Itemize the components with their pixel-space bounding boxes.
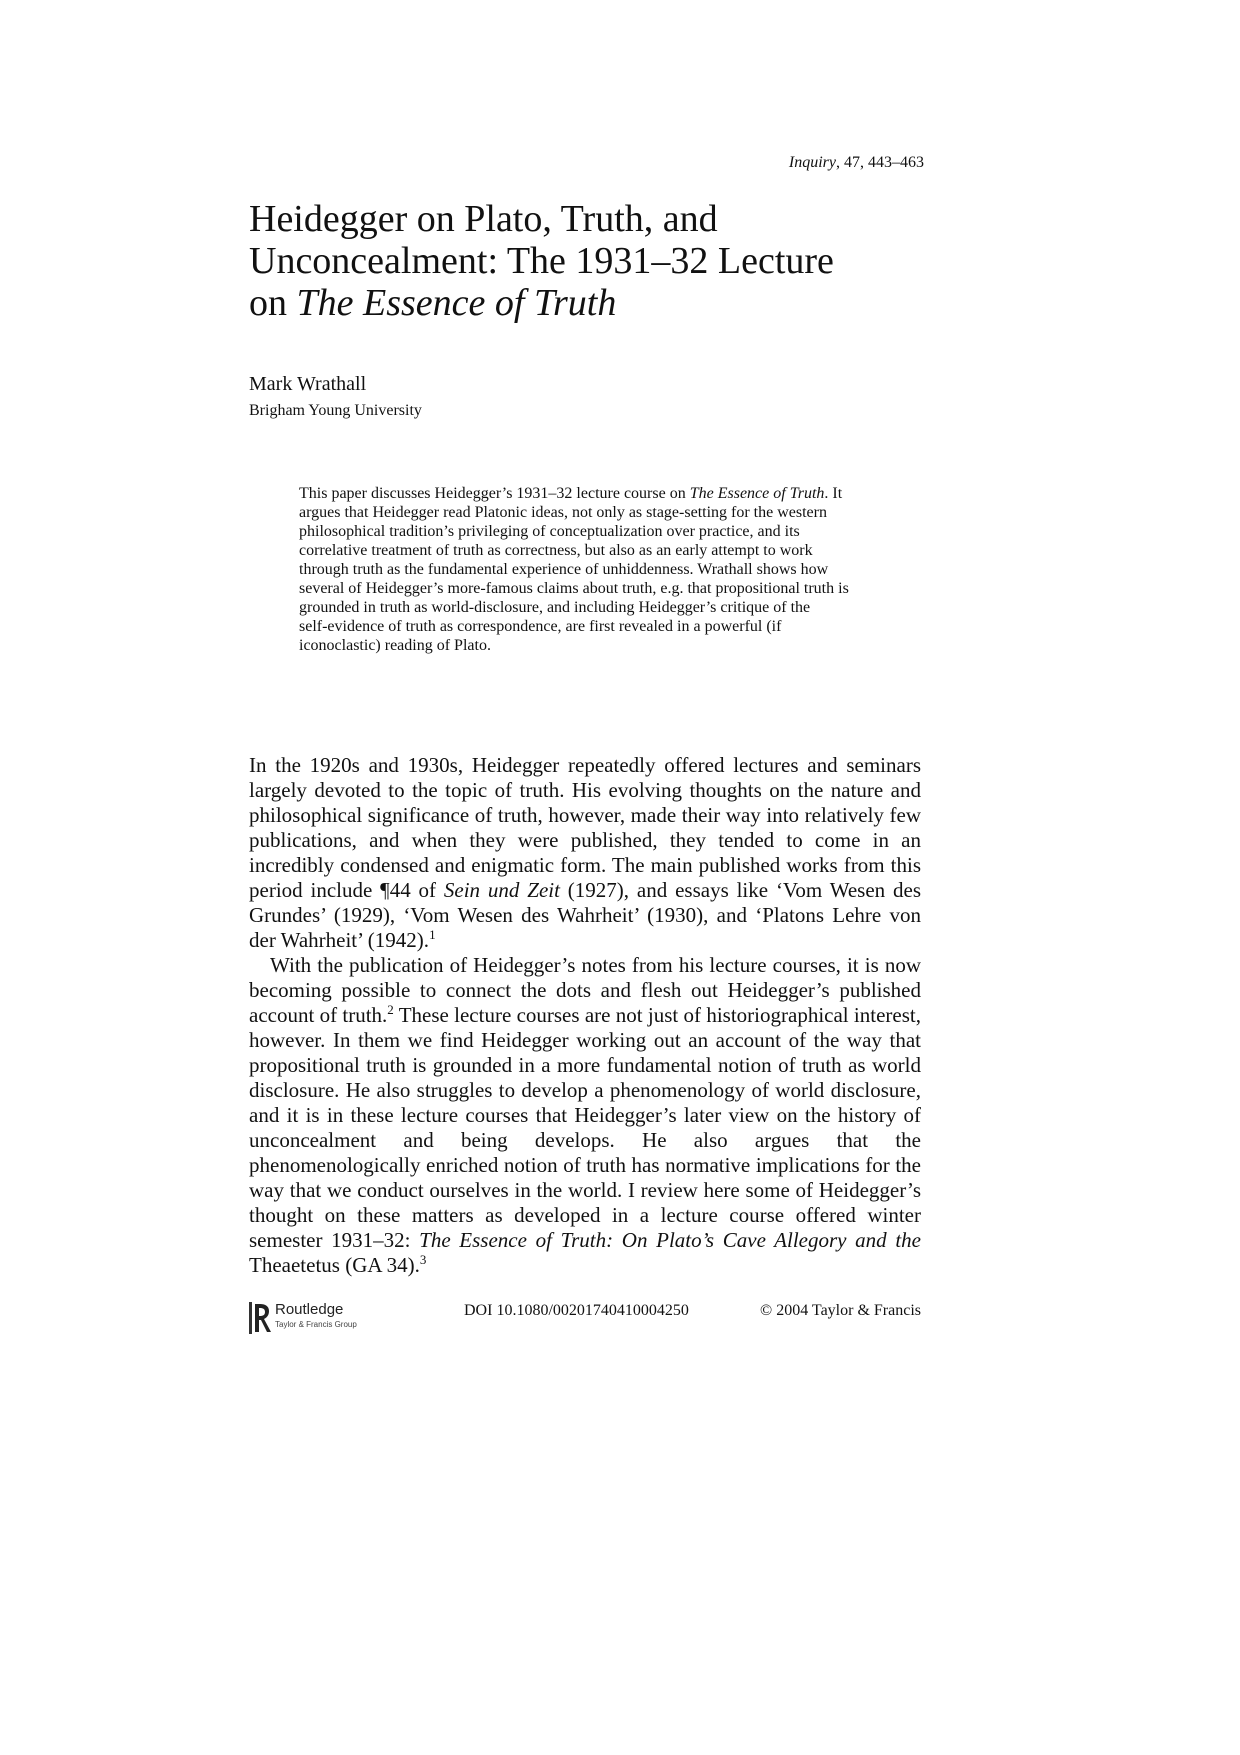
body-paragraph-2 xyxy=(249,953,921,1278)
body-text: With the publication of Heidegger’s notes from his lecture courses, it is now becoming possible to connect the dots and flesh out Heidegger’s published account of truth. xyxy=(249,953,921,1027)
abstract-line: grounded in truth as world-disclosure, and including Heidegger’s critique of the xyxy=(299,599,811,616)
abstract-line: iconoclastic) reading of Plato. xyxy=(299,637,491,654)
abstract xyxy=(299,484,919,655)
abstract-text: . It xyxy=(824,485,843,502)
abstract-line: several of Heidegger’s more-famous claims about truth, e.g. that propositional truth is xyxy=(299,580,849,597)
body-paragraph-1 xyxy=(249,753,921,953)
abstract-line: correlative treatment of truth as correctness, but also as an early attempt to work xyxy=(299,542,813,559)
article-title xyxy=(249,198,949,324)
publisher-name: Routledge xyxy=(275,1301,344,1318)
abstract-line: self-evidence of truth as correspondence, are first revealed in a powerful (if xyxy=(299,618,782,635)
footnote-marker-1[interactable]: 1 xyxy=(429,927,436,942)
copyright-text: 2004 Taylor & Francis xyxy=(772,1302,921,1319)
body-text: (1927), and essays like ‘Vom Wesen des Grundes’ (1929), ‘Vom Wesen des Wahrheit’ (1930), and ‘Platons Lehre von der Wahrheit’ (1942). xyxy=(249,878,922,952)
copyright-notice xyxy=(760,1302,921,1320)
title-line-2: Unconcealment: The 1931–32 Lecture xyxy=(249,240,834,282)
author-name: Mark Wrathall xyxy=(249,373,367,395)
journal-volume-pages: , 47, 443–463 xyxy=(836,154,924,171)
title-line-3-italic: The Essence of Truth xyxy=(296,282,617,324)
abstract-line xyxy=(299,484,919,503)
abstract-line: philosophical tradition’s privileging of conceptualization over practice, and its xyxy=(299,523,800,540)
journal-name: Inquiry xyxy=(788,154,836,171)
title-line-3 xyxy=(249,282,949,324)
title-line-3-prefix: on xyxy=(249,282,297,324)
footnote-marker-3[interactable]: 3 xyxy=(419,1252,427,1267)
abstract-italic-title: The Essence of Truth xyxy=(689,485,825,502)
page-footer xyxy=(249,1300,921,1336)
title-line-1: Heidegger on Plato, Truth, and xyxy=(249,198,718,240)
publisher-group: Taylor & Francis Group xyxy=(275,1320,357,1329)
abstract-line: through truth as the fundamental experience of unhiddenness. Wrathall shows how xyxy=(299,561,829,578)
author-affiliation: Brigham Young University xyxy=(249,402,422,419)
routledge-logo xyxy=(249,1300,369,1336)
footnote-marker-2[interactable]: 2 xyxy=(387,1002,394,1017)
body-text: These lecture courses are not just of historiographical interest, however. In them we find Heidegger working out an account of the way that propositional truth is grounded in a more fundamental notion of truth as world disclosure. He also struggles to develop a phenomenology of world disclosure, and it is in these lecture courses that Heidegger’s later view on the history of unconcealment and being develops. He also argues that the phenomenologically enriched notion of truth has normative implications for the way that we conduct ourselves in the world. I review here some of Heidegger’s thought on these matters as developed in a lecture course offered winter semester 1931–32: xyxy=(249,1003,921,1252)
abstract-text: This paper discusses Heidegger’s 1931–32 lecture course on xyxy=(299,485,690,502)
copyright-icon: © xyxy=(760,1302,773,1319)
article-body xyxy=(249,753,921,1278)
body-text: Theaetetus (GA 34). xyxy=(249,1253,420,1277)
body-text: In the 1920s and 1930s, Heidegger repeatedly offered lectures and seminars largely devoted to the topic of truth. His evolving thoughts on the nature and philosophical significance of truth, however, made their way into relatively few publications, and when they were published, they tended to come in an incredibly condensed and enigmatic form. The main published works from this period include ¶44 of xyxy=(249,753,921,902)
body-italic: The Essence of Truth: On Plato’s Cave Allegory and the xyxy=(419,1228,921,1252)
body-italic: Sein und Zeit xyxy=(443,878,560,902)
journal-reference xyxy=(789,154,924,172)
doi[interactable]: DOI 10.1080/00201740410004250 xyxy=(464,1302,689,1319)
routledge-r-icon xyxy=(249,1302,271,1334)
abstract-line: argues that Heidegger read Platonic ideas, not only as stage-setting for the western xyxy=(299,504,827,521)
